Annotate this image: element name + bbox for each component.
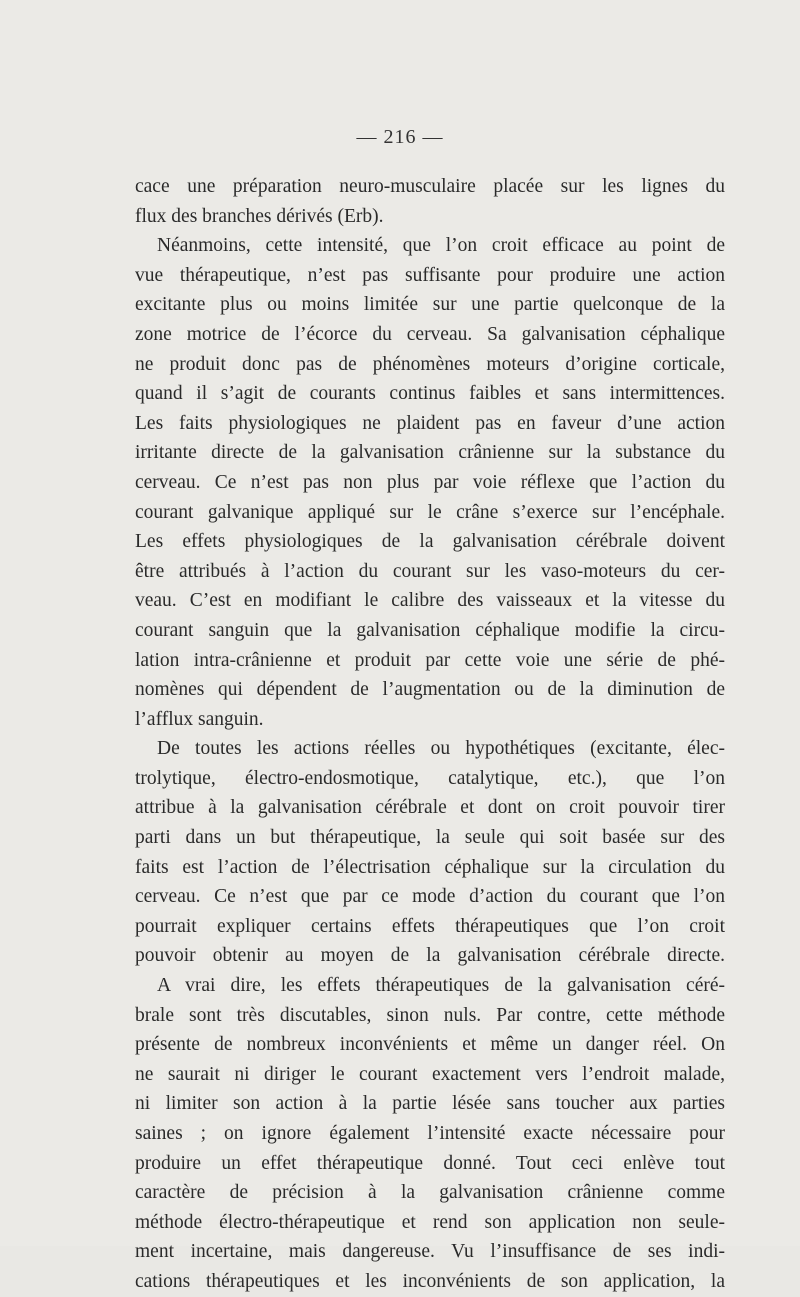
page-number: — 216 — [356, 126, 444, 148]
text-line: courant galvanique appliqué sur le crâne s’exerce sur l’encéphale. [135, 501, 725, 523]
text-line: Les faits physiologiques ne plaident pas en faveur d’une action [135, 412, 725, 434]
text-line: cace une préparation neuro-musculaire placée sur les lignes du [135, 176, 725, 197]
text-line: cerveau. Ce n’est pas non plus par voie réflexe que l’action du [135, 471, 725, 493]
text-line: Néanmoins, cette intensité, que l’on croit efficace au point de [157, 235, 725, 257]
text-line: ne saurait ni diriger le courant exactement vers l’endroit malade, [135, 1063, 725, 1085]
text-line: faits est l’action de l’électrisation céphalique sur la circulation du [135, 856, 725, 878]
text-line: vue thérapeutique, n’est pas suffisante pour produire une action [135, 264, 725, 286]
text-line: caractère de précision à la galvanisation crânienne comme [135, 1182, 725, 1204]
text-line: produire un effet thérapeutique donné. Tout ceci enlève tout [135, 1152, 725, 1174]
text-line: Les effets physiologiques de la galvanisation cérébrale doivent [135, 531, 725, 553]
text-line: pourrait expliquer certains effets thérapeutiques que l’on croit [135, 915, 725, 937]
text-line: quand il s’agit de courants continus faibles et sans intermittences. [135, 383, 725, 405]
body-text [135, 172, 725, 1297]
text-line: cations thérapeutiques et les inconvénients de son application, la [135, 1270, 725, 1292]
text-line: lation intra-crânienne et produit par cette voie une série de phé- [135, 649, 725, 671]
text-line: De toutes les actions réelles ou hypothétiques (excitante, élec- [157, 738, 725, 760]
text-line: ne produit donc pas de phénomènes moteurs d’origine corticale, [135, 353, 725, 375]
text-line: A vrai dire, les effets thérapeutiques de la galvanisation céré- [157, 975, 725, 997]
text-line: ment incertaine, mais dangereuse. Vu l’insuffisance de ses indi- [135, 1241, 725, 1263]
text-line: être attribués à l’action du courant sur les vaso-moteurs du cer- [135, 560, 725, 582]
text-line: ni limiter son action à la partie lésée sans toucher aux parties [135, 1093, 725, 1115]
text-line: zone motrice de l’écorce du cerveau. Sa galvanisation céphalique [135, 323, 725, 345]
text-line: excitante plus ou moins limitée sur une partie quelconque de la [135, 294, 725, 316]
text-line: irritante directe de la galvanisation crânienne sur la substance du [135, 442, 725, 464]
text-line: parti dans un but thérapeutique, la seule qui soit basée sur des [135, 827, 725, 849]
text-line: courant sanguin que la galvanisation céphalique modifie la circu- [135, 619, 725, 641]
text-line: saines ; on ignore également l’intensité exacte nécessaire pour [135, 1123, 725, 1144]
text-line: trolytique, électro-endosmotique, catalytique, etc.), que l’on [135, 767, 725, 789]
text-line: flux des branches dérivés (Erb). [135, 205, 384, 227]
text-line: nomènes qui dépendent de l’augmentation ou de la diminution de [135, 679, 725, 701]
text-line: l’afflux sanguin. [135, 708, 264, 730]
text-line: cerveau. Ce n’est que par ce mode d’action du courant que l’on [135, 886, 725, 908]
text-line: pouvoir obtenir au moyen de la galvanisation cérébrale directe. [135, 945, 725, 967]
text-line: attribue à la galvanisation cérébrale et dont on croit pouvoir tirer [135, 797, 725, 819]
text-line: présente de nombreux inconvénients et même un danger réel. On [135, 1034, 725, 1056]
text-line: veau. C’est en modifiant le calibre des vaisseaux et la vitesse du [135, 590, 725, 612]
text-line: brale sont très discutables, sinon nuls. Par contre, cette méthode [135, 1004, 725, 1026]
text-line: méthode électro-thérapeutique et rend son application non seule- [135, 1211, 725, 1233]
